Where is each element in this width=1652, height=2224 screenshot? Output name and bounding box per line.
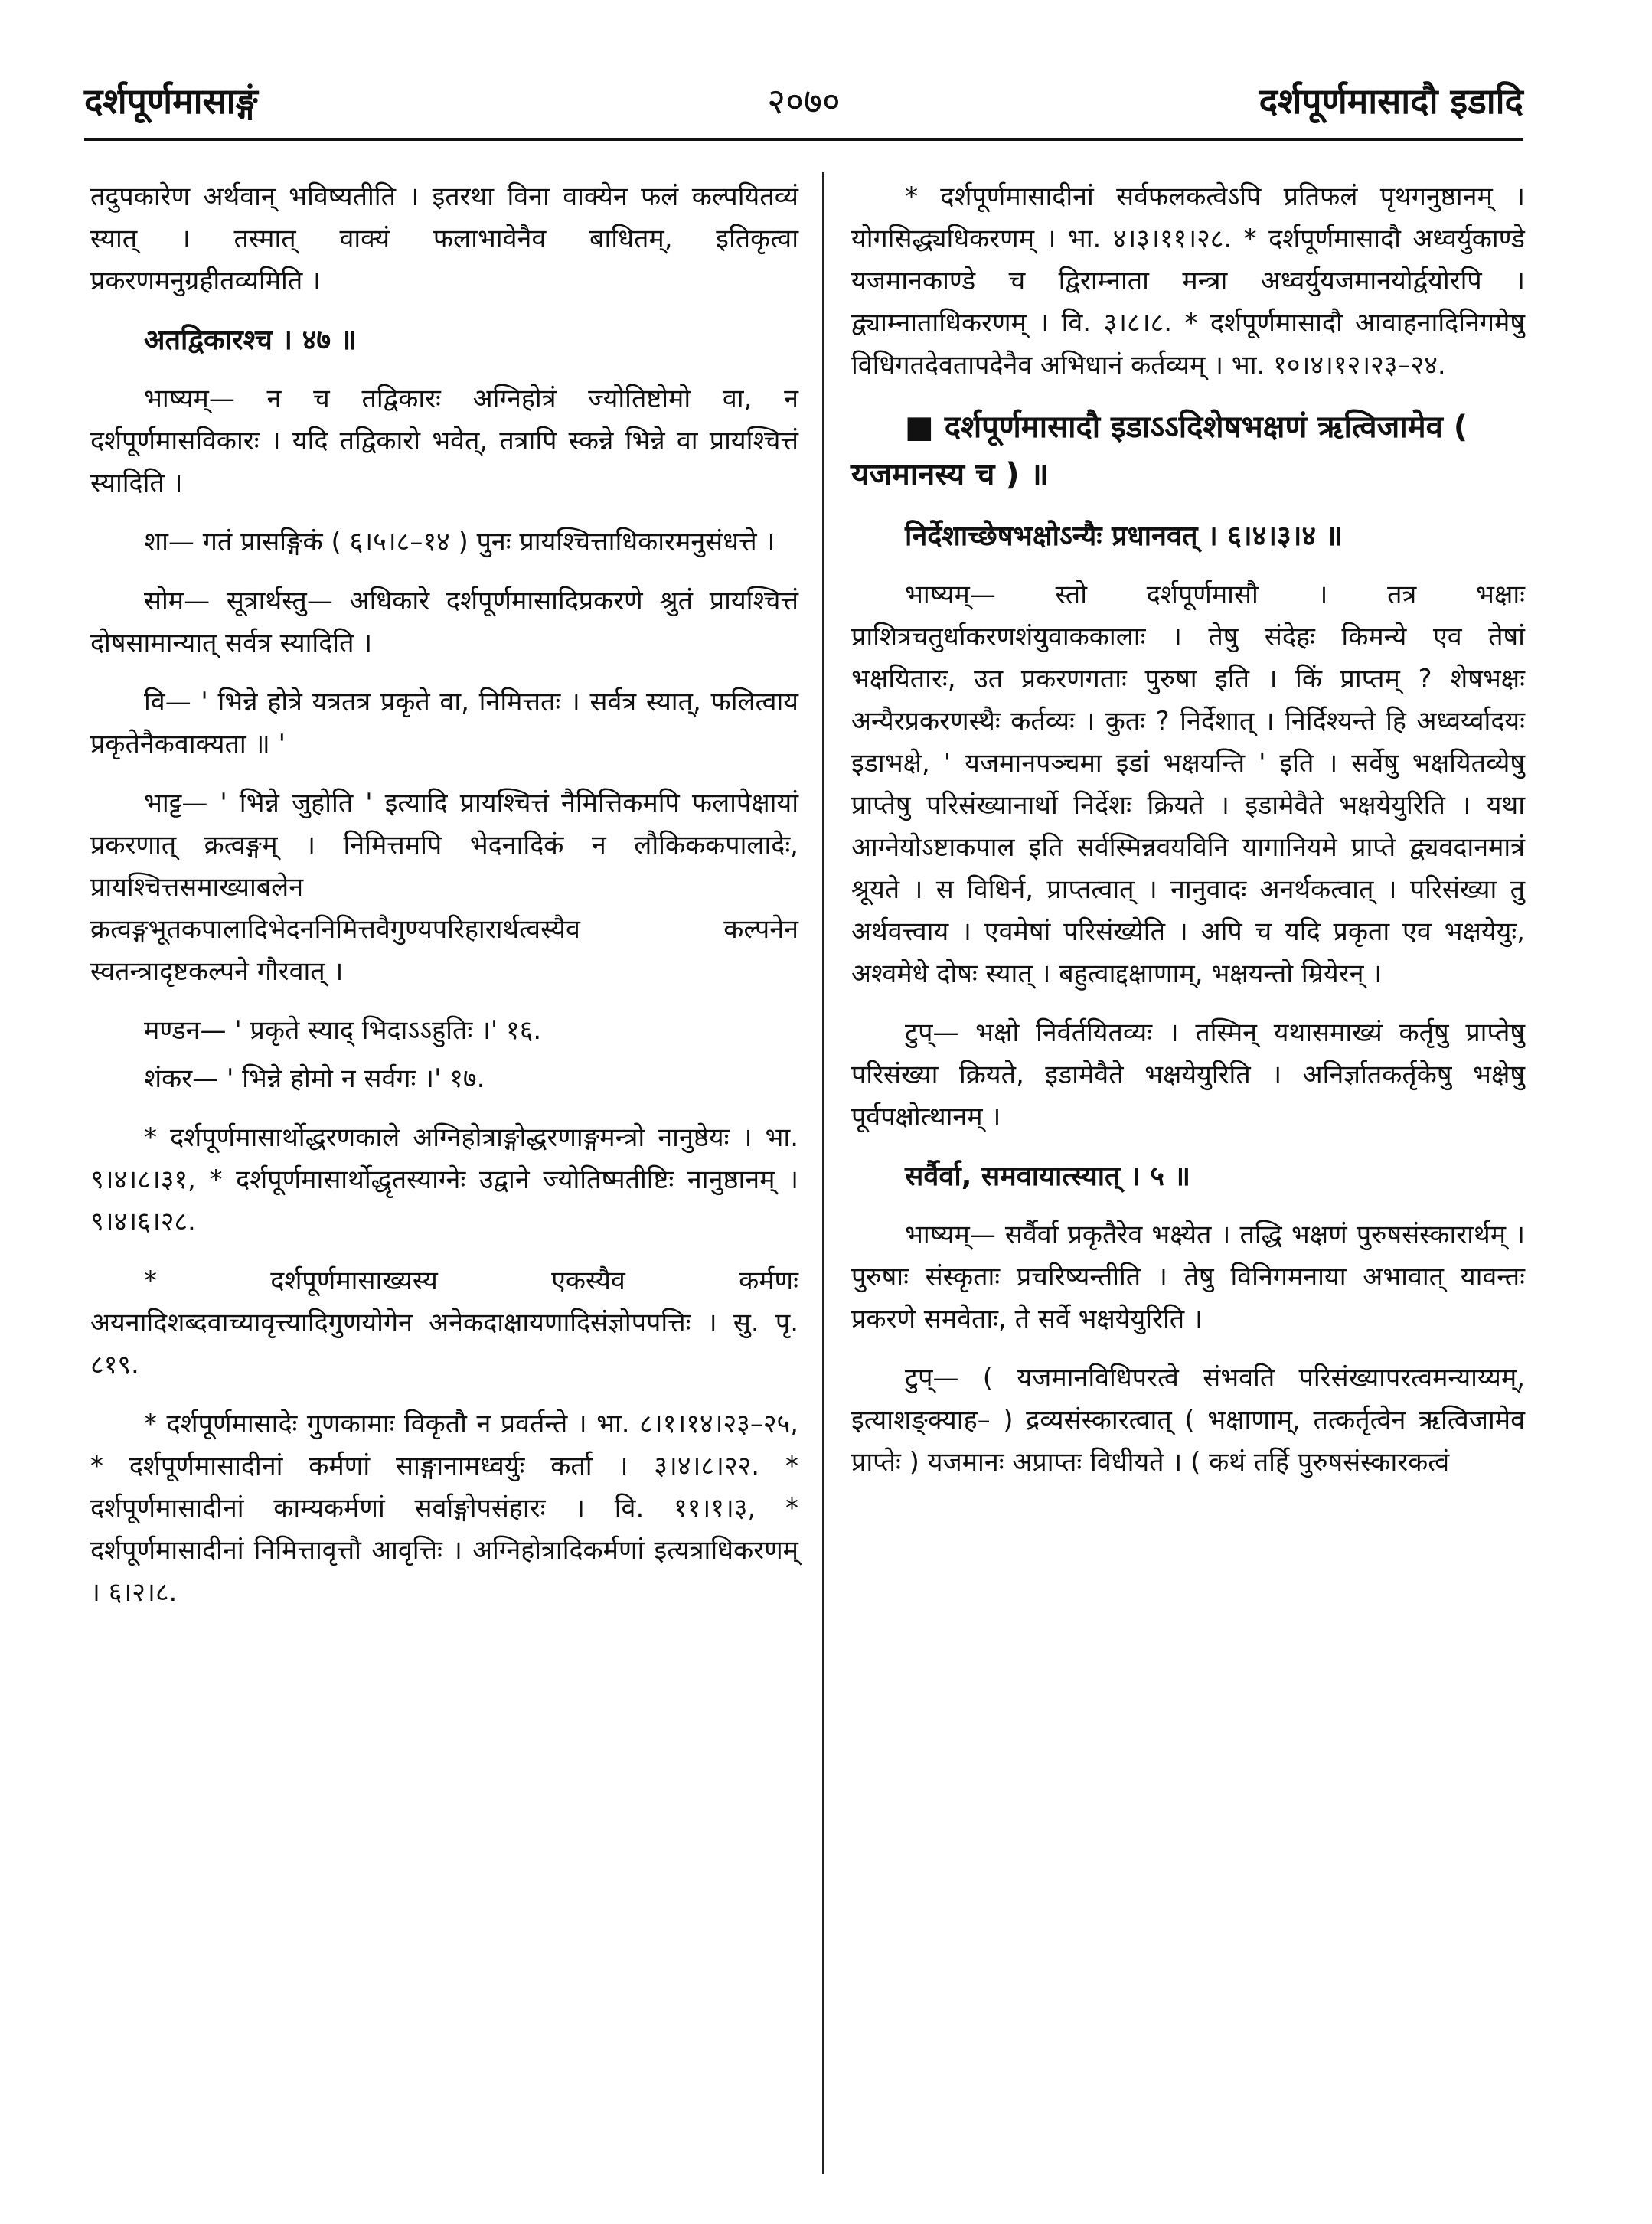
paragraph: * दर्शपूर्णमासादेः गुणकामाः विकृतौ न प्रवर्तन्ते । भा. ८।१।१४।२३–२५, * दर्शपूर्णमासादीनां कर्मणां साङ्गानामध्वर्युः कर्ता । ३।४।८।२२. * दर्शपूर्णमासादीनां काम्यकर्मणां सर्वाङ्गोपसंहारः । वि. ११।१।३, * दर्शपूर्णमासादीनां निमित्तावृत्तौ आवृत्तिः । अग्निहोत्रादिकर्मणां इत्यत्राधिकरणम् । ६।२।८. (90, 1409, 798, 1608)
section-heading: ■ दर्शपूर्णमासादौ इडाऽऽदिशेषभक्षणं ऋत्विजामेव ( यजमानस्य च ) ॥ (851, 410, 1468, 492)
paragraph: भाष्यम्— सर्वैर्वा प्रकृतैरेव भक्ष्येत । तद्धि भक्षणं पुरुषसंस्कारार्थम् । पुरुषाः संस्कृताः प्रचरिष्यन्तीति । तेषु विनिगमनाया अभावात् यावन्तः प्रकरणे समवेताः, ते सर्वे भक्षयेयुरिति । (851, 1220, 1525, 1334)
paragraph: भाष्यम्— न च तद्विकारः अग्निहोत्रं ज्योतिष्टोमो वा, न दर्शपूर्णमासविकारः । यदि तद्विकारो भवेत्, तत्रापि स्कन्ने भिन्ने वा प्रायश्चित्तं स्यादिति । (90, 384, 798, 498)
sutra-heading: निर्देशाच्छेषभक्षोऽन्यैः प्रधानवत् । ६।४।३।४ ॥ (905, 521, 1343, 552)
page-header (84, 69, 1523, 138)
paragraph: तदुपकारेण अर्थवान् भविष्यतीति । इतरथा विना वाक्येन फलं कल्पयितव्यं स्यात् । तस्मात् वाक्यं फलाभावेनैव बाधितम्, इतिकृत्वा प्रकरणमनुग्रहीतव्यमिति । (90, 181, 798, 296)
paragraph: वि— ' भिन्ने होत्रे यत्रतत्र प्रकृते वा, निमित्ततः । सर्वत्र स्यात्, फलित्वाय प्रकृतेनैकवाक्यता ॥ ' (90, 687, 798, 759)
paragraph: भाट्ट— ' भिन्ने जुहोति ' इत्यादि प्रायश्चित्तं नैमित्तिकमपि फलापेक्षायां प्रकरणात् क्रत्वङ्गम् । निमित्तमपि भेदनादिकं न लौकिककपालादेः, प्रायश्चित्तसमाख्याबलेन क्रत्वङ्गभूतकपालादिभेदननिमित्तवैगुण्यपरिहारार्थत्वस्यैव कल्पनेन स्वतन्त्रादृष्टकल्पने गौरवात् । (90, 788, 798, 987)
header-rule (84, 138, 1523, 141)
paragraph: * दर्शपूर्णमासार्थोद्धरणकाले अग्निहोत्राङ्गोद्धरणाङ्गमन्त्रो नानुष्ठेयः । भा. ९।४।८।३१, * दर्शपूर्णमासार्थोद्धृतस्याग्नेः उद्वाने ज्योतिष्मतीष्टिः नानुष्ठानम् । ९।४।६।२८. (90, 1122, 798, 1237)
paragraph: भाष्यम्— स्तो दर्शपूर्णमासौ । तत्र भक्षाः प्राशित्रचतुर्धाकरणशंयुवाककालाः । तेषु संदेहः किमन्ये एव तेषां भक्षयितारः, उत प्रकरणगताः पुरुषा इति । किं प्राप्तम् ? शेषभक्षः अन्यैरप्रकरणस्थैः कर्तव्यः । कुतः ? निर्देशात् । निर्दिश्यन्ते हि अध्वर्य्वादयः इडाभक्षे, ' यजमानपञ्चमा इडां भक्षयन्ति ' इति । सर्वेषु भक्षयितव्येषु प्राप्तेषु परिसंख्यानार्थो निर्देशः क्रियते । इडामेवैते भक्षयेयुरिति । यथा आग्नेयोऽष्टाकपाल इति सर्वस्मिन्नवयविनि यागानियमे प्राप्ते द्व्यवदानमात्रं श्रूयते । स विधिर्न, प्राप्तत्वात् । नानुवादः अनर्थकत्वात् । परिसंख्या तु अर्थवत्त्वाय । एवमेषां परिसंख्येति । अपि च यदि प्रकृता एव भक्षयेयुः, अश्वमेधे दोषः स्यात् । बहुत्वाद्दक्षाणाम्, भक्षयन्तो म्रियेरन् । (851, 580, 1525, 989)
paragraph: शंकर— ' भिन्ने होमो न सर्वगः ।' १७. (144, 1063, 485, 1094)
running-head-left: दर्शपूर्णमासाङ्गं (84, 80, 258, 122)
paragraph: टुप्— ( यजमानविधिपरत्वे संभवति परिसंख्यापरत्वमन्याय्यम्, इत्याशङ्क्याह– ) द्रव्यसंस्कारत्वात् ( भक्षाणाम्, तत्कर्तृत्वेन ऋत्विजामेव प्राप्तेः ) यजमानः अप्राप्तः विधीयते । ( कथं तर्हि पुरुषसंस्कारकत्वं (851, 1363, 1525, 1478)
paragraph: शा— गतं प्रासङ्गिकं ( ६।५।८–१४ ) पुनः प्रायश्चित्ताधिकारमनुसंधत्ते । (144, 527, 775, 557)
running-head-right: दर्शपूर्णमासादौ इडादि (1259, 80, 1523, 122)
paragraph: * दर्शपूर्णमासादीनां सर्वफलकत्वेऽपि प्रतिफलं पृथगनुष्ठानम् । योगसिद्ध्यधिकरणम् । भा. ४।३।११।२८. * दर्शपूर्णमासादौ अध्वर्युकाण्डे यजमानकाण्डे च द्विराम्नाता मन्त्रा अध्वर्युयजमानयोर्द्वयोरपि । द्व्याम्नाताधिकरणम् । वि. ३।८।८. * दर्शपूर्णमासादौ आवाहनादिनिगमेषु विधिगतदेवतापदेनैव अभिधानं कर्तव्यम् । भा. १०।४।१२।२३–२४. (851, 181, 1525, 380)
paragraph: मण्डन— ' प्रकृते स्याद् भिदाऽऽहुतिः ।' १६. (144, 1015, 542, 1046)
right-column (851, 176, 1525, 1501)
paragraph: टुप्— भक्षो निर्वर्तयितव्यः । तस्मिन् यथासमाख्यं कर्तृषु प्राप्तेषु परिसंख्या क्रियते, इडामेवैते भक्षयेयुरिति । अनिर्ज्ञातकर्तृकेषु भक्षेषु पूर्वपक्षोत्थानम् । (851, 1017, 1525, 1132)
sutra-heading: सर्वैर्वा, समवायात्स्यात् । ५ ॥ (905, 1161, 1191, 1192)
column-divider (822, 172, 824, 2174)
sutra-heading: अतद्विकारश्च । ४७ ॥ (144, 325, 357, 356)
paragraph: सोम— सूत्रार्थस्तु— अधिकारे दर्शपूर्णमासादिप्रकरणे श्रुतं प्रायश्चित्तं दोषसामान्यात् सर्वत्र स्यादिति । (90, 586, 798, 658)
left-column (90, 176, 798, 1631)
page-number: २०७० (767, 80, 841, 122)
paragraph: * दर्शपूर्णमासाख्यस्य एकस्यैव कर्मणः अयनादिशब्दवाच्यावृत्त्यादिगुणयोगेन अनेकदाक्षायणादिसंज्ञोपपत्तिः । सु. पृ. ८१९. (90, 1265, 798, 1380)
